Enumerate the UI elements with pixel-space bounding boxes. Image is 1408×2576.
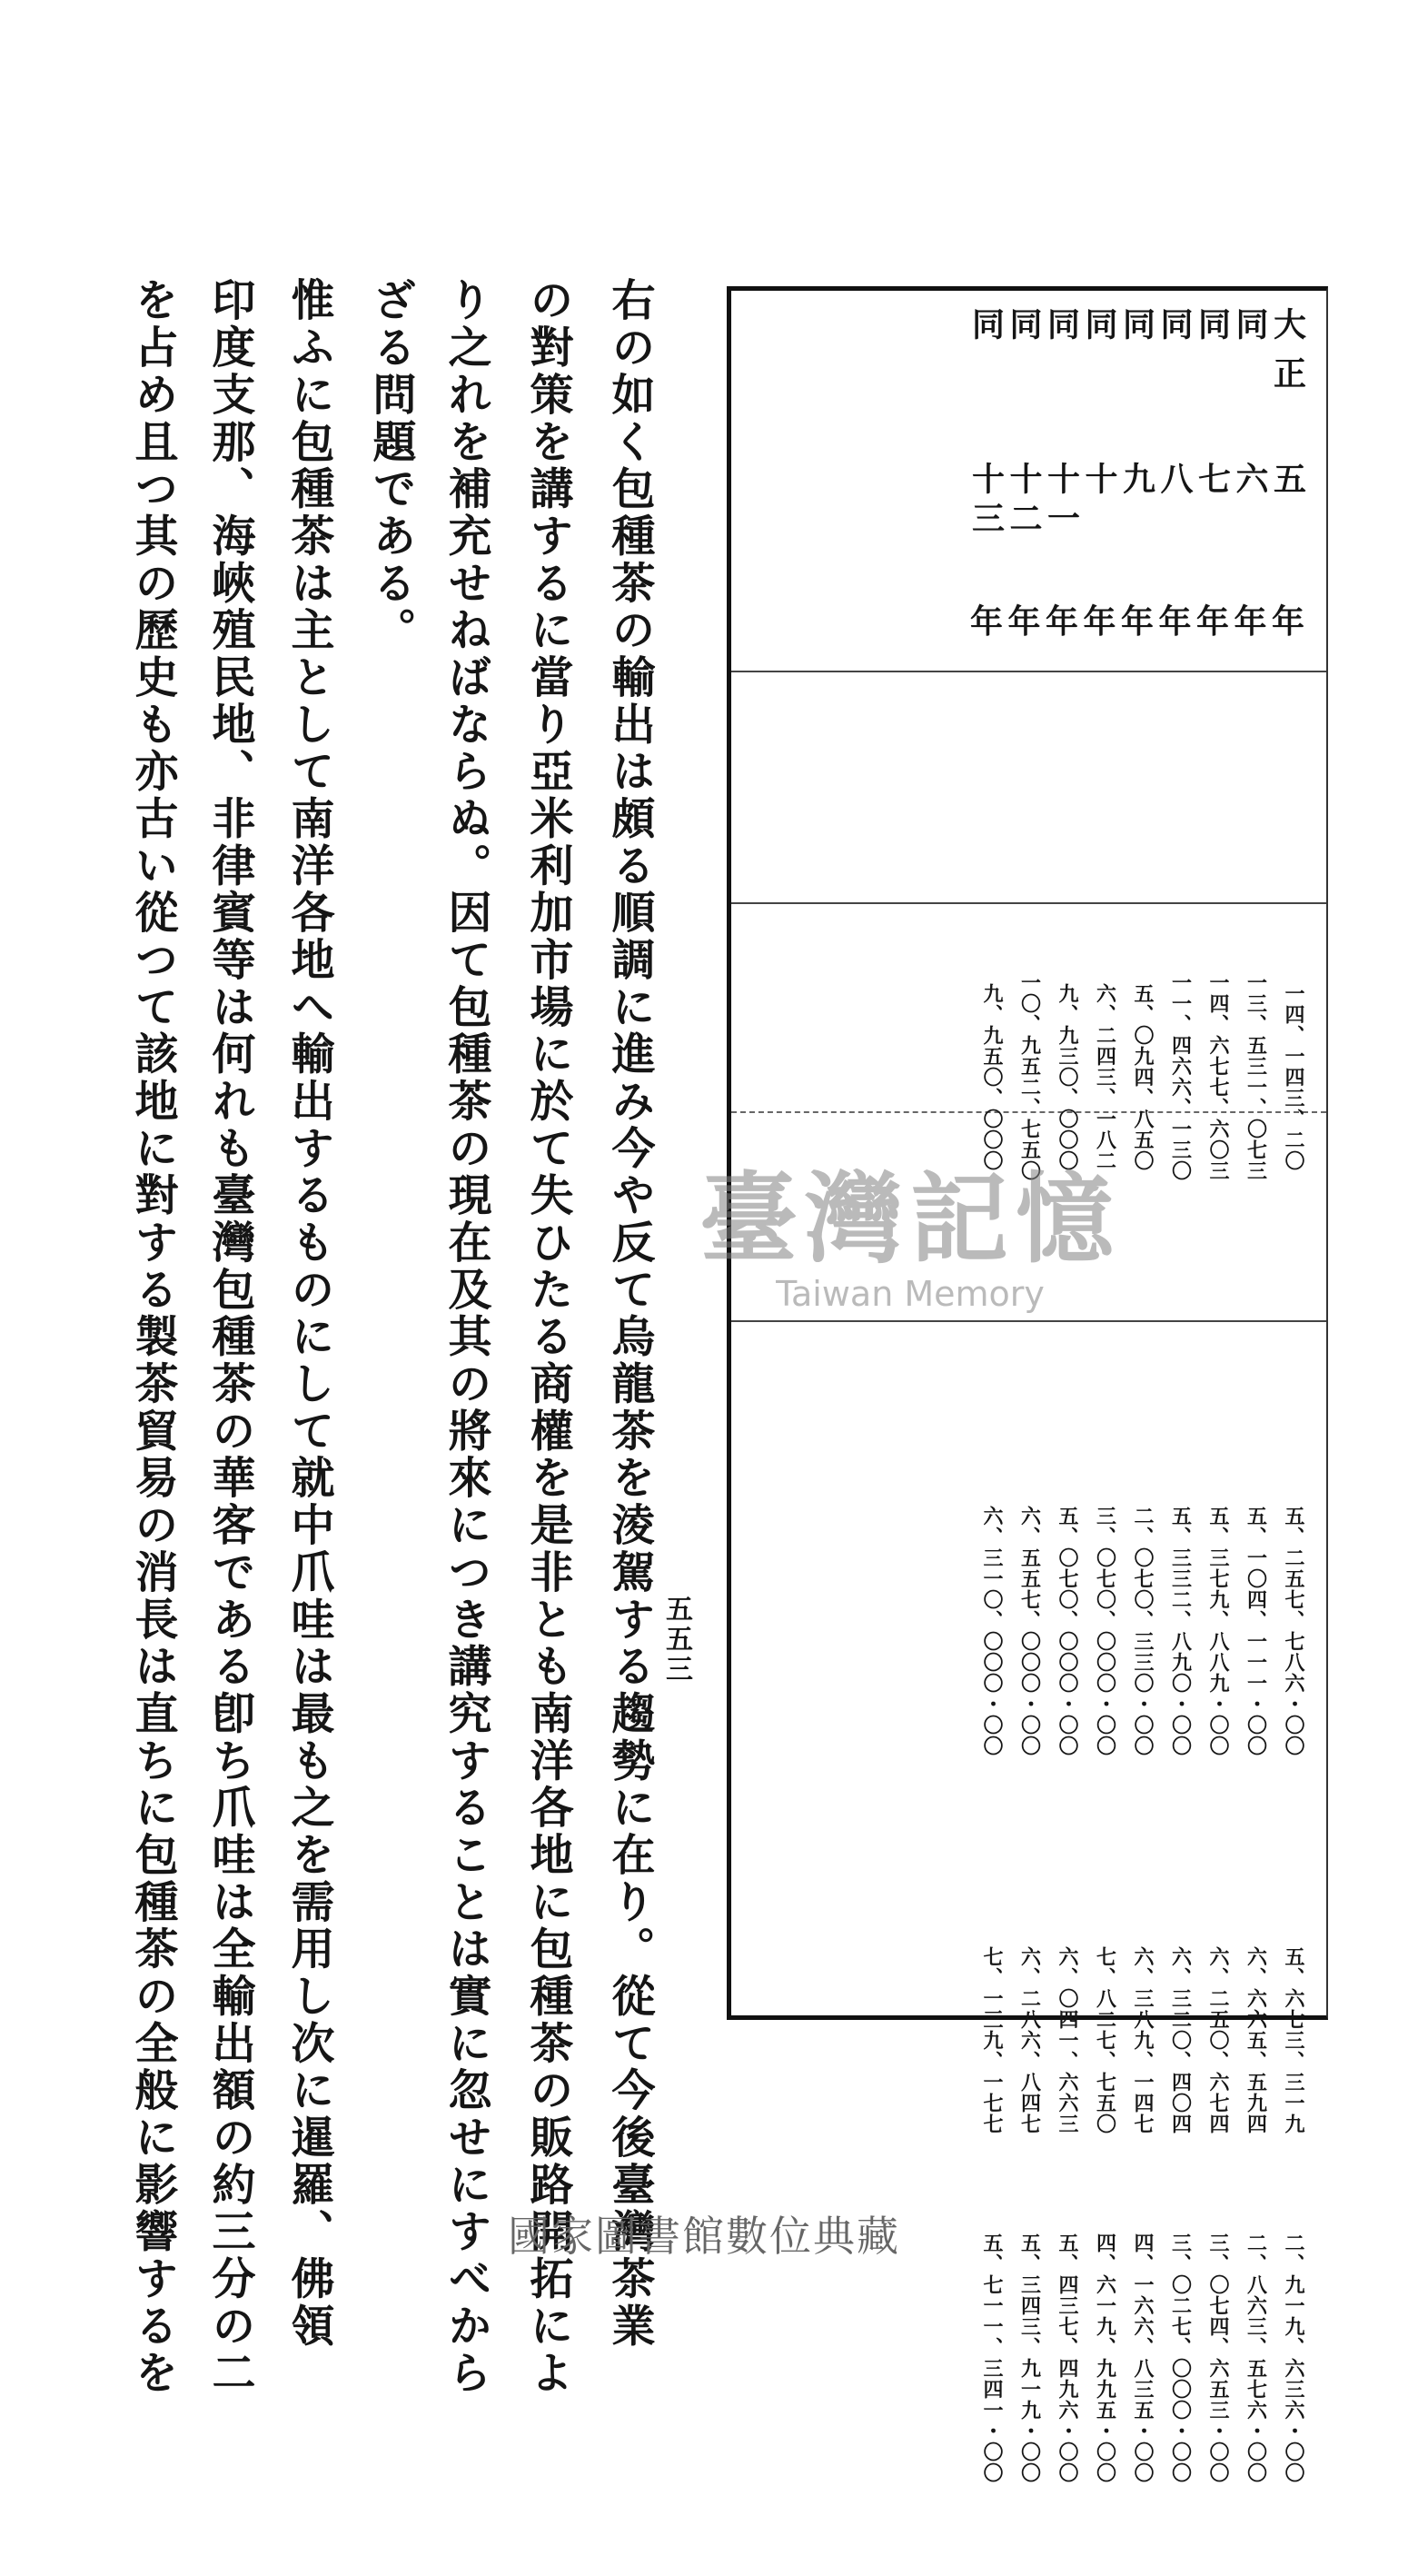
statistics-table [727, 286, 1328, 2483]
value-cell: 三、〇七〇、〇〇〇・〇〇 [1093, 1506, 1117, 1756]
table-row [1042, 291, 1082, 2483]
year-cell [1193, 307, 1233, 645]
year-cell [1268, 307, 1308, 645]
value-cell: 五、〇七〇、〇〇〇・〇〇 [1056, 1506, 1079, 1756]
text-column: 惟ふに包種茶は主として南洋各地へ輸出するものにして就中爪哇は最も之を需用し次に暹羅、佛領 [283, 277, 334, 2350]
value-cell: 一〇、九五二、七五〇 [1017, 972, 1042, 1181]
page-number: 五五三 [660, 1595, 692, 1685]
year-nen: 年 [1234, 602, 1267, 641]
year-era: 大正 [1268, 307, 1307, 405]
table-row [1005, 291, 1045, 2483]
value-cell: 一四、一四三、二〇 [1282, 982, 1305, 1171]
value-cell: 六、五五七、〇〇〇・〇〇 [1017, 1506, 1042, 1756]
year-cell [1080, 307, 1120, 645]
year-num: 十 [1080, 462, 1118, 502]
year-era: 同 [1155, 307, 1194, 356]
value-cell: 六、二五〇、六七四 [1206, 1945, 1230, 2134]
value-cell: 一四、六七七、六〇三 [1206, 972, 1230, 1181]
watermark-title: 臺灣記憶 [699, 1163, 1122, 1277]
year-era: 同 [1231, 307, 1269, 356]
value-cell: 七、八二七、七五〇 [1093, 1945, 1117, 2134]
value-cell: 七、一三九、一七七 [980, 1945, 1004, 2134]
year-nen: 年 [969, 602, 1004, 641]
table-row [967, 291, 1006, 2483]
year-era: 同 [1193, 307, 1232, 356]
value-cell: 五、七一一、三四一・〇〇 [980, 2233, 1004, 2483]
year-cell [1005, 307, 1045, 645]
table-row [1268, 291, 1308, 2483]
value-cell: 二、八六三、五七六・〇〇 [1244, 2233, 1268, 2483]
year-cell [1231, 307, 1271, 645]
year-cell [1117, 307, 1157, 645]
value-cell: 六、二八六、八四七 [1017, 1945, 1042, 2134]
year-cell [1042, 307, 1082, 645]
value-cell: 五、二五七、七八六・〇〇 [1282, 1506, 1305, 1756]
year-nen: 年 [1120, 602, 1155, 641]
value-cell: 二、〇七〇、三三〇・〇〇 [1131, 1506, 1155, 1756]
year-num: 九 [1117, 462, 1156, 502]
value-cell: 五、一〇四、一一一・〇〇 [1244, 1506, 1268, 1756]
value-cell: 一一、四六六、一三〇 [1168, 972, 1193, 1181]
value-cell: 五、六七三、三一九 [1282, 1945, 1305, 2134]
value-cell: 三、〇二七、〇〇〇・〇〇 [1168, 2233, 1193, 2483]
text-column: ざる問題である。 [365, 277, 416, 654]
value-cell: 五、三三二、八九〇・〇〇 [1168, 1506, 1193, 1756]
text-column: 印度支那、海峽殖民地、非律賓等は何れも臺灣包種茶の華客である卽ち爪哇は全輸出額の約三分の二 [204, 277, 255, 2397]
text-column: の對策を講するに當り亞米利加市場に於て失ひたる商權を是非とも南洋各地に包種茶の販路開拓によ [522, 277, 573, 2397]
year-cell [1155, 307, 1195, 645]
value-cell: 六、六六五、五九四 [1244, 1945, 1268, 2134]
table-row [1155, 291, 1195, 2483]
table-row [1193, 291, 1233, 2483]
value-cell: 四、六一九、九九五・〇〇 [1093, 2233, 1117, 2483]
year-era: 同 [1080, 307, 1118, 356]
year-cell [967, 307, 1006, 645]
value-cell: 三、〇七四、六五三・〇〇 [1206, 2233, 1230, 2483]
value-cell: 二、九一九、六三六・〇〇 [1282, 2233, 1305, 2483]
value-cell: 六、〇四一、六六三 [1056, 1945, 1079, 2134]
year-era: 同 [967, 307, 1006, 356]
year-num: 十一 [1042, 462, 1081, 541]
year-num: 五 [1268, 462, 1307, 502]
year-era: 同 [1117, 307, 1156, 356]
table-row [1231, 291, 1271, 2483]
text-column: を占め且つ其の歷史も亦古い從つて該地に對する製茶貿易の消長は直ちに包種茶の全般に影響するを [127, 277, 178, 2397]
text-column: 右の如く包種茶の輸出は頗る順調に進み今や反て烏龍茶を淩駕する趨勢に在り。從て今後臺灣茶業 [604, 277, 655, 2350]
year-nen: 年 [1271, 602, 1305, 641]
footer-caption: 國家圖書館數位典藏 [508, 2212, 900, 2261]
value-cell: 九、九三〇、〇〇〇 [1056, 982, 1079, 1171]
value-cell: 六、三一〇、〇〇〇・〇〇 [980, 1506, 1004, 1756]
year-nen: 年 [1045, 602, 1079, 641]
year-num: 七 [1193, 462, 1232, 502]
year-num: 十二 [1005, 462, 1043, 541]
year-num: 八 [1155, 462, 1194, 502]
year-nen: 年 [1007, 602, 1041, 641]
value-cell: 五、〇九四、八五〇 [1131, 982, 1155, 1171]
value-cell: 一三、五三一、〇七三 [1244, 972, 1268, 1181]
year-nen: 年 [1083, 602, 1116, 641]
year-nen: 年 [1158, 602, 1192, 641]
value-cell: 四、一六六、八三五・〇〇 [1131, 2233, 1155, 2483]
value-cell: 九、九五〇、〇〇〇 [980, 982, 1004, 1171]
text-column: り之れを補充せねばならぬ。因て包種茶の現在及其の將來につき講究することは實に忽せにすべから [441, 277, 491, 2397]
value-cell: 五、四三七、四九六・〇〇 [1056, 2233, 1079, 2483]
value-cell: 五、三七九、八八九・〇〇 [1206, 1506, 1230, 1756]
value-cell: 五、三四三、九一九・〇〇 [1017, 2233, 1042, 2483]
value-cell: 六、三二〇、四〇四 [1168, 1945, 1193, 2134]
year-era: 同 [1005, 307, 1043, 356]
value-cell: 六、二四三、一八二 [1093, 982, 1117, 1171]
year-era: 同 [1042, 307, 1081, 356]
year-num: 六 [1231, 462, 1269, 502]
year-nen: 年 [1195, 602, 1230, 641]
year-num: 十三 [967, 462, 1006, 541]
table-row [1080, 291, 1120, 2483]
watermark-subtitle: Taiwan Memory [776, 1274, 1045, 1314]
table-row [1117, 291, 1157, 2483]
value-cell: 六、三八九、一四七 [1131, 1945, 1155, 2134]
